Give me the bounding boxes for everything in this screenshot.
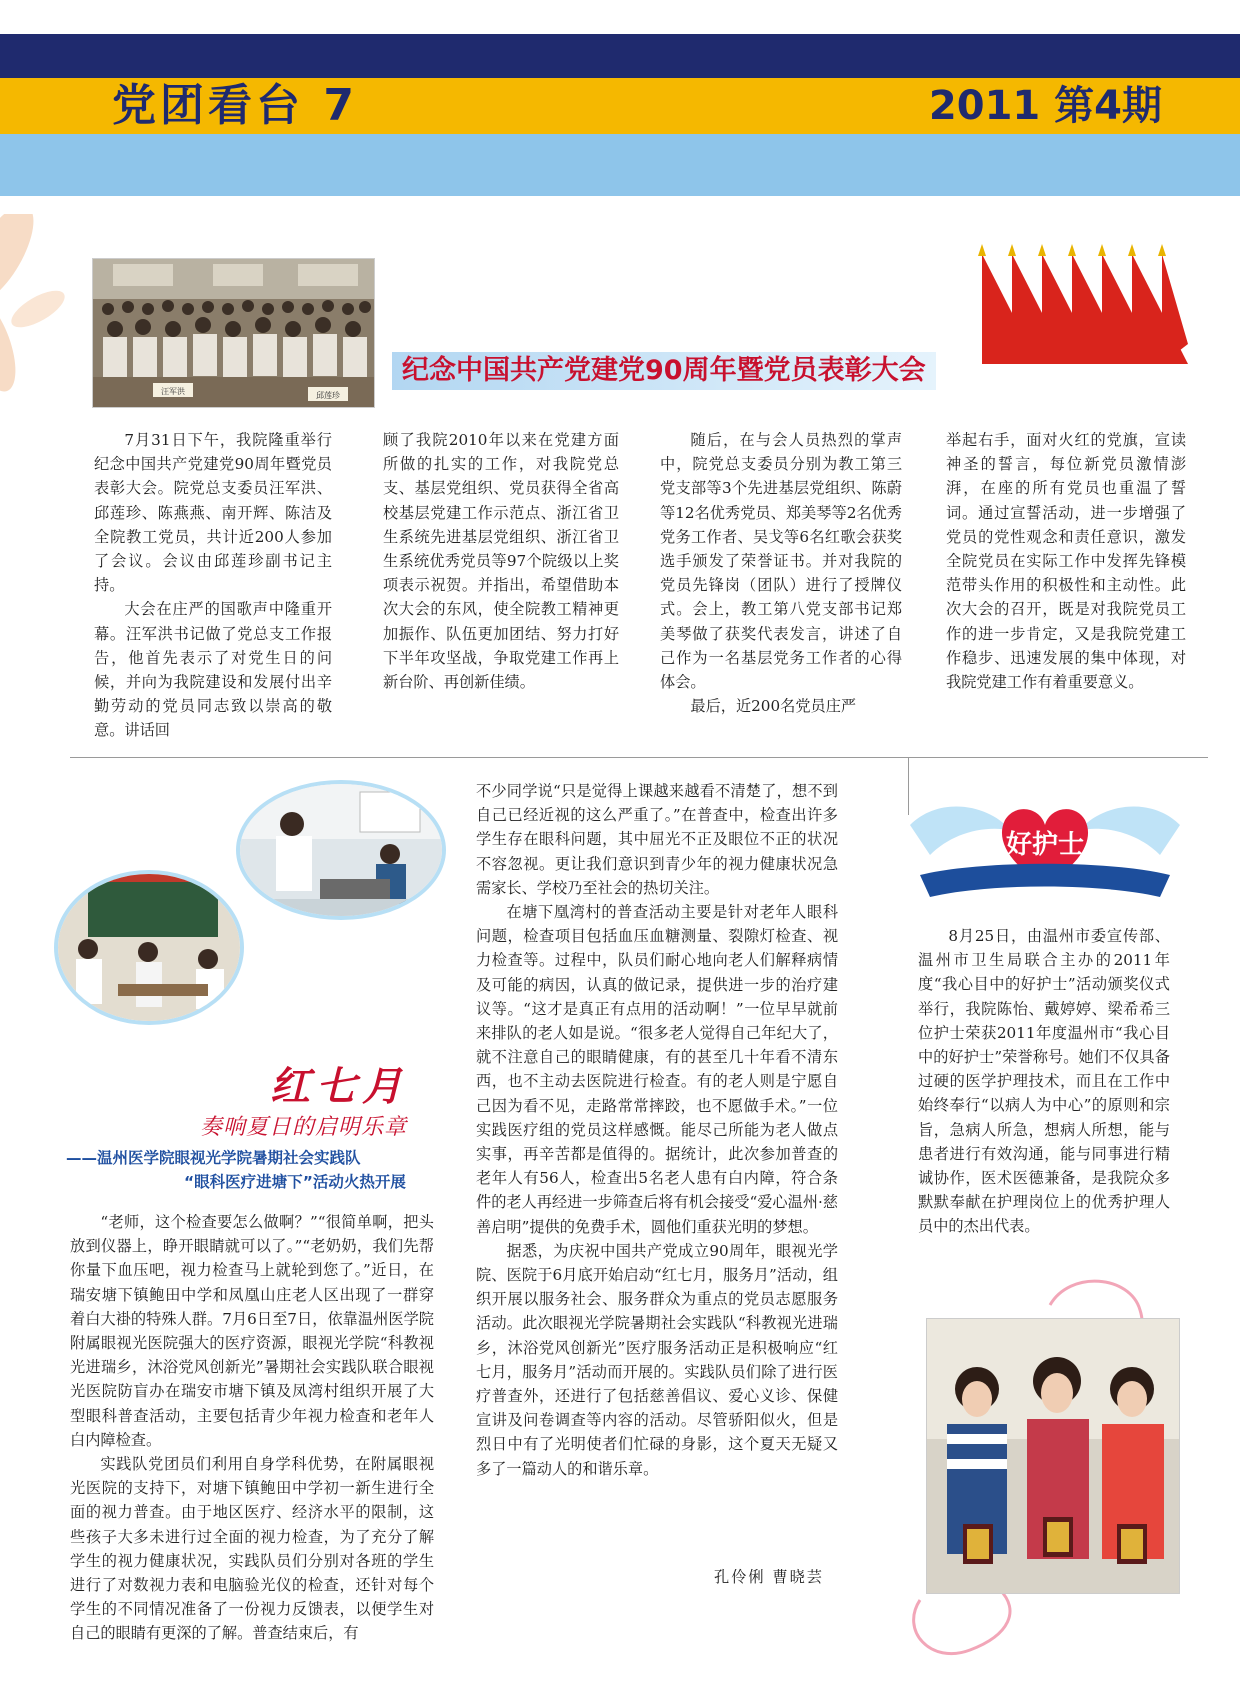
photo-nameplate-2: 邱莲珍 <box>316 391 340 400</box>
article-author: 孔伶俐 曹晓芸 <box>714 1568 824 1586</box>
paragraph: 在塘下凰湾村的普查活动主要是针对老年人眼科问题，检查项目包括血压血糖测量、裂隙灯检查、视力检查等。过程中，队员们耐心地向老人们解释病情及可能的病因，认真的做记录，提供进一步的治疗建议等。“这才是真正有点用的活动啊！”一位早早就前来排队的老人如是说。“很多老人觉得自己年纪大了，就不注意自己的眼睛健康，有的甚至几十年看不清东西，也不主动去医院进行检查。有的老人则是宁愿自己因为看不见，走路常常摔跤，也不愿做手术。”一位实践医疗组的党员这样感慨。能尽己所能为老人做点实事，再辛苦都是值得的。据统计，此次参加普查的老年人有56人，检查出5名老人患有白内障，符合条件的老人再经进一步筛查后将有机会接受“爱心温州·慈善启明”提供的免费手术，圆他们重获光明的梦想。 <box>476 903 838 1236</box>
red-flags-decoration <box>978 244 1188 364</box>
article-subtitle: 奏响夏日的启明乐章 <box>200 1115 408 1140</box>
classroom-vision-check-photo <box>54 870 244 1025</box>
award-winning-nurses-photo <box>926 1318 1180 1594</box>
paragraph: 据悉，为庆祝中国共产党成立90周年，眼视光学院、医院于6月底开始启动“红七月，服务月”活动，组织开展以服务社会、服务群众为重点的党员志愿服务活动。此次眼视光学院暑期社会实践队“科教视光进瑞乡，沐浴党风创新光”医疗服务活动正是积极响应“红七月，服务月”活动而开展的。实践队员们除了进行医疗普查外，还进行了包括慈善倡议、爱心义诊、保健宣讲及问卷调查等内容的活动。尽管骄阳似火，但是烈日中有了光明使者们忙碌的身影，这个夏天无疑又多了一篇动人的和谐乐章。 <box>476 1241 838 1478</box>
paragraph: 举起右手，面对火红的党旗，宣读神圣的誓言，每位新党员激情澎湃，在座的所有党员也重温了誓词。通过宣誓活动，进一步增强了党员的党性观念和责任意识，激发全院党员在实际工作中发挥先锋模范带头作用的积极性和主动性。此次大会的召开，既是对我院党员工作的进一步肯定，又是我院党建工作稳步、迅速发展的集中体现，对我院党建工作有着重要意义。 <box>946 431 1186 692</box>
paragraph: 7月31日下午，我院隆重举行纪念中国共产党建党90周年暨党员表彰大会。院党总支委员汪军洪、邱莲珍、陈燕燕、南开辉、陈洁及全院教工党员，共计近200人参加了会议。会议由邱莲珍副书记主持。 <box>94 431 332 595</box>
paragraph: 顾了我院2010年以来在党建方面所做的扎实的工作，对我院党总支、基层党组织、党员获得全省高校基层党建工作示范点、浙江省卫生系统先进基层党组织、浙江省卫生系统优秀党员等97个院级以上奖项表示祝贺。并指出，希望借助本次大会的东风，使全院教工精神更加振作、队伍更加团结、努力打好下半年攻坚战，争取党建工作再上新台阶、再创新佳绩。 <box>383 431 619 692</box>
article-byline: ——温州医学院眼视光学院暑期社会实践队 <box>66 1149 361 1167</box>
article1-column-4 <box>946 428 1186 694</box>
paragraph: 实践队党团员们利用自身学科优势，在附属眼视光医院的支持下，对塘下镇鲍田中学初一新生进行全面的视力普查。由于地区医疗、经济水平的限制，这些孩子大多未进行过全面的视力检查，为了充分了解学生的视力健康状况，实践队员们分别对各班的学生进行了对数视力表和电脑验光仪的检查，还针对每个学生的不同情况准备了一份视力反馈表，以便学生对自己的眼睛有更深的了解。普查结束后，有 <box>70 1455 434 1643</box>
paragraph: “老师，这个检查要怎么做啊？”“很简单啊，把头放到仪器上，睁开眼睛就可以了。”“老奶奶，我们先帮你量下血压吧，视力检查马上就轮到您了。”近日，在瑞安塘下镇鲍田中学和凤凰山庄老人区出现了一群穿着白大褂的特殊人群。7月6日至7日，依靠温州医学院附属眼视光医院强大的医疗资源，眼视光学院“科教视光进瑞乡，沐浴党风创新光”暑期社会实践队联合眼视光医院防盲办在瑞安市塘下镇及凤湾村组织开展了大型眼科普查活动，主要包括青少年视力检查和老年人白内障检查。 <box>70 1213 434 1449</box>
article2-column-2 <box>476 779 838 1481</box>
section-title: 党团看台 7 <box>112 80 358 131</box>
oath-ceremony-photo <box>92 258 375 408</box>
article3-body <box>918 924 1170 1239</box>
paragraph: 大会在庄严的国歌声中隆重开幕。汪军洪书记做了党总支工作报告，他首先表示了对党生日的问候，并向为我院建设和发展付出辛勤劳动的党员同志致以崇高的敬意。讲话回 <box>94 600 332 740</box>
article2-column-1 <box>70 1210 434 1646</box>
photo-nameplate-1: 汪军洪 <box>161 387 185 396</box>
header-navy-band <box>0 34 1240 78</box>
article-byline-activity: “眼科医疗进塘下”活动火热开展 <box>184 1173 406 1191</box>
article-title-red-july: 红七月 <box>270 1063 408 1110</box>
article1-column-2 <box>383 428 619 694</box>
paragraph: 8月25日，由温州市委宣传部、温州市卫生局联合主办的2011年度“我心目中的好护士”活动颁奖仪式举行，我院陈怡、戴婷婷、梁希希三位护士荣获2011年度温州市“我心目中的好护士”荣誉称号。她们不仅具备过硬的医学护理技术，而且在工作中始终奉行“以病人为中心”的原则和宗旨，急病人所急，想病人所想，能与患者进行有效沟通，能与同事进行精诚协作，医术医德兼备，是我院众多默默奉献在护理岗位上的优秀护理人员中的杰出代表。 <box>918 927 1170 1236</box>
issue-number: 2011 第4期 <box>928 83 1162 129</box>
banner-text: 好护士 <box>1005 830 1085 860</box>
header-sky-band <box>0 134 1240 196</box>
section-divider <box>70 757 1208 758</box>
article1-column-3 <box>660 428 902 718</box>
paragraph: 最后，近200名党员庄严 <box>690 697 857 716</box>
flower-petal-decoration <box>0 214 90 414</box>
good-nurse-banner <box>900 785 1190 915</box>
article-title-party-anniversary: 纪念中国共产党建党90周年暨党员表彰大会 <box>392 352 936 390</box>
paragraph: 不少同学说“只是觉得上课越来越看不清楚了，想不到自己已经近视的这么严重了。”在普查中，检查出许多学生存在眼科问题，其中屈光不正及眼位不正的状况不容忽视。更让我们意识到青少年的视力健康状况急需家长、学校乃至社会的热切关注。 <box>476 782 838 897</box>
eye-exam-photo <box>236 780 446 920</box>
article1-column-1 <box>94 428 332 743</box>
paragraph: 随后，在与会人员热烈的掌声中，院党总支委员分别为教工第三党支部等3个先进基层党组织、陈蔚等12名优秀党员、郑美琴等2名优秀党务工作者、吴戈等6名红歌会获奖选手颁发了荣誉证书。并对我院的党员先锋岗（团队）进行了授牌仪式。会上，教工第八党支部书记郑美琴做了获奖代表发言，讲述了自己作为一名基层党务工作者的心得体会。 <box>660 431 902 692</box>
